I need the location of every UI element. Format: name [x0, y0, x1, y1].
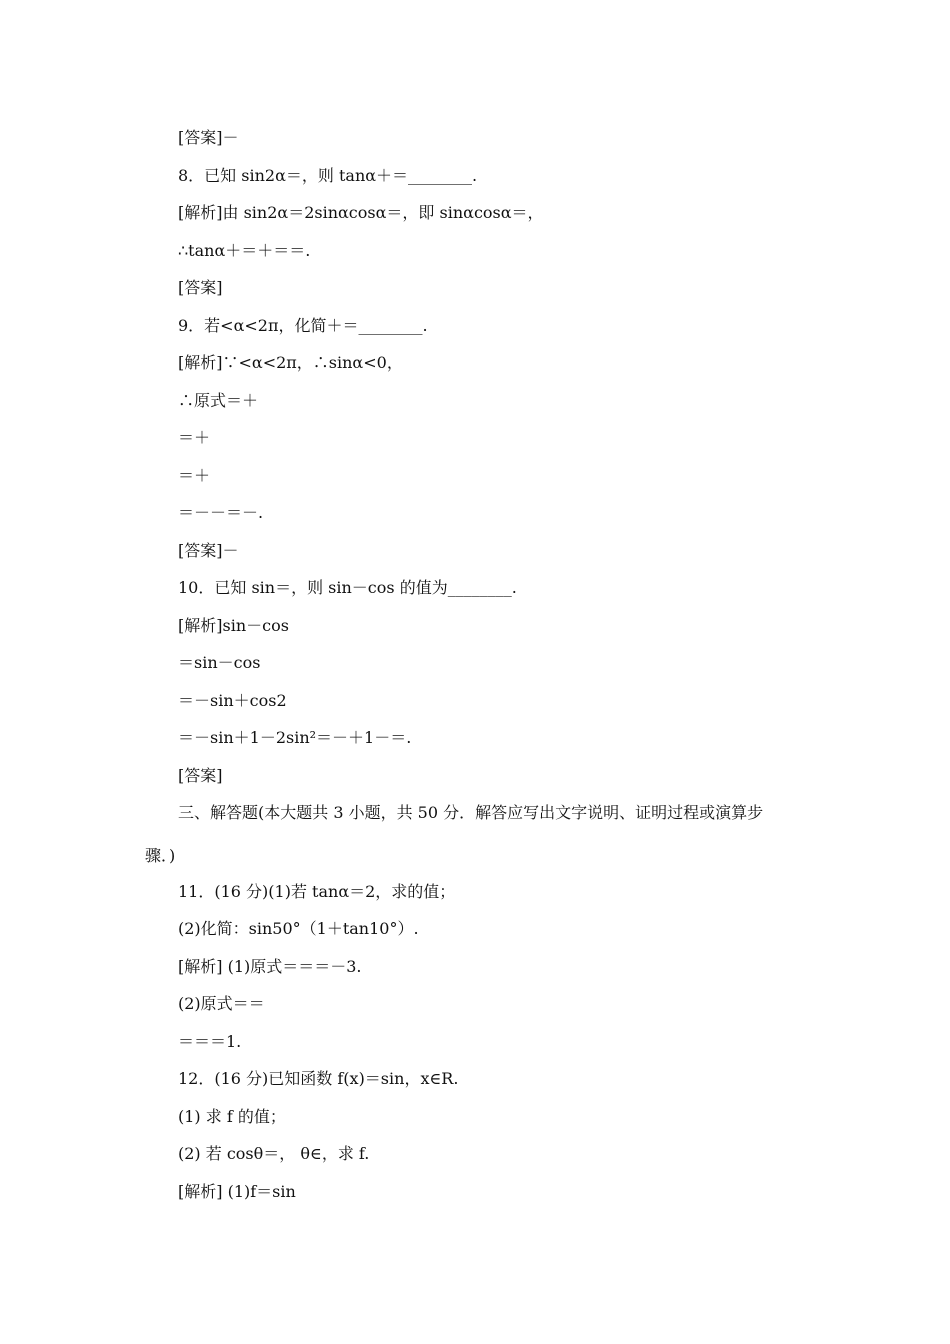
section-heading: 三、解答题(本大题共 3 小题，共 50 分．解答应写出文字说明、证明过程或演算步: [178, 803, 764, 822]
answer-line: [答案]: [178, 766, 223, 785]
section-heading-continued: 骤．): [145, 846, 176, 865]
analysis-line: (2)原式＝＝: [178, 994, 265, 1013]
analysis-line: [解析]由 sin2α＝2sinαcosα＝，即 sinαcosα＝，: [178, 203, 544, 222]
question-10: 10．已知 sin＝，则 sin－cos 的值为________.: [178, 578, 517, 597]
analysis-line: ∴原式＝＋: [178, 391, 259, 410]
answer-line: [答案]: [178, 278, 223, 297]
question-8: 8．已知 sin2α＝，则 tanα＋＝________.: [178, 166, 478, 185]
question-12-part-2: (2) 若 cosθ＝， θ∈，求 f.: [178, 1144, 370, 1163]
analysis-line: ＝－sin＋cos2: [178, 691, 287, 710]
analysis-line: [解析]sin－cos: [178, 616, 289, 635]
question-12-part-1: (1) 求 f 的值；: [178, 1107, 286, 1126]
analysis-line: ＝＋: [178, 466, 211, 485]
analysis-line: [解析] (1)原式＝＝＝－3.: [178, 957, 362, 976]
analysis-line: ＝－－＝－.: [178, 503, 264, 522]
question-12: 12．(16 分)已知函数 f(x)＝sin，x∈R.: [178, 1069, 459, 1088]
answer-line: [答案]－: [178, 128, 239, 147]
question-11-part-2: (2)化简：sin50°（1＋tan10°）.: [178, 919, 419, 938]
analysis-line: [解析] (1)f＝sin: [178, 1182, 296, 1201]
answer-line: [答案]－: [178, 541, 239, 560]
analysis-line: ∴tanα＋＝＋＝＝.: [178, 241, 311, 260]
analysis-line: ＝＋: [178, 428, 211, 447]
question-11: 11．(16 分)(1)若 tanα＝2，求的值；: [178, 882, 456, 901]
question-9: 9．若<α<2π，化简＋＝________.: [178, 316, 428, 335]
analysis-line: [解析]∵<α<2π，∴sinα<0，: [178, 353, 403, 372]
analysis-line: ＝－sin＋1－2sin²＝－＋1－＝.: [178, 728, 412, 747]
analysis-line: ＝sin－cos: [178, 653, 261, 672]
analysis-line: ＝＝＝1.: [178, 1032, 242, 1051]
